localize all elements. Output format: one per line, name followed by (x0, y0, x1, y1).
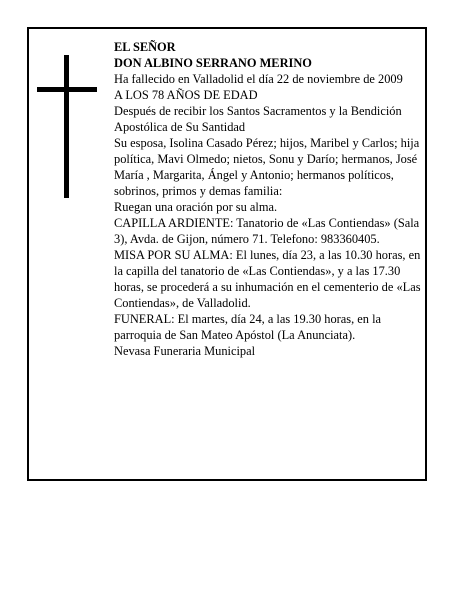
chapel-info: CAPILLA ARDIENTE: Tanatorio de «Las Contiendas» (Sala 3), Avda. de Gijon, número 71. Telefono: 983360405. (114, 216, 420, 246)
cross-horizontal-bar (37, 87, 97, 92)
funeral-home: Nevasa Funeraria Municipal (114, 344, 256, 358)
cross-vertical-bar (64, 55, 69, 198)
prayer-request: Ruegan una oración por su alma. (114, 200, 278, 214)
mass-info: MISA POR SU ALMA: El lunes, día 23, a las 10.30 horas, en la capilla del tanatorio de «Las Contiendas», y a las 17.30 horas, se procederá a su inhumación en el cementerio de «Las Contiendas», de Valladolid. (114, 248, 421, 310)
sacraments-line: Después de recibir los Santos Sacramentos y la Bendición Apostólica de Su Santidad (114, 104, 402, 134)
obituary-text (114, 39, 422, 359)
age-line: A LOS 78 AÑOS DE EDAD (114, 88, 258, 102)
cross-icon (37, 55, 97, 198)
funeral-info: FUNERAL: El martes, día 24, a las 19.30 horas, en la parroquia de San Mateo Apóstol (La Anunciata). (114, 312, 382, 342)
deceased-name: DON ALBINO SERRANO MERINO (114, 56, 312, 70)
notice-title: EL SEÑOR (114, 40, 176, 54)
family-list: Su esposa, Isolina Casado Pérez; hijos, Maribel y Carlos; hija política, Mavi Olmedo; nietos, Sonu y Darío; hermanos, José María , Margarita, Ángel y Antonio; hermanos políticos, sobrinos, primos y demas familia: (114, 136, 420, 198)
death-announcement: Ha fallecido en Valladolid el día 22 de noviembre de 2009 (114, 72, 403, 86)
